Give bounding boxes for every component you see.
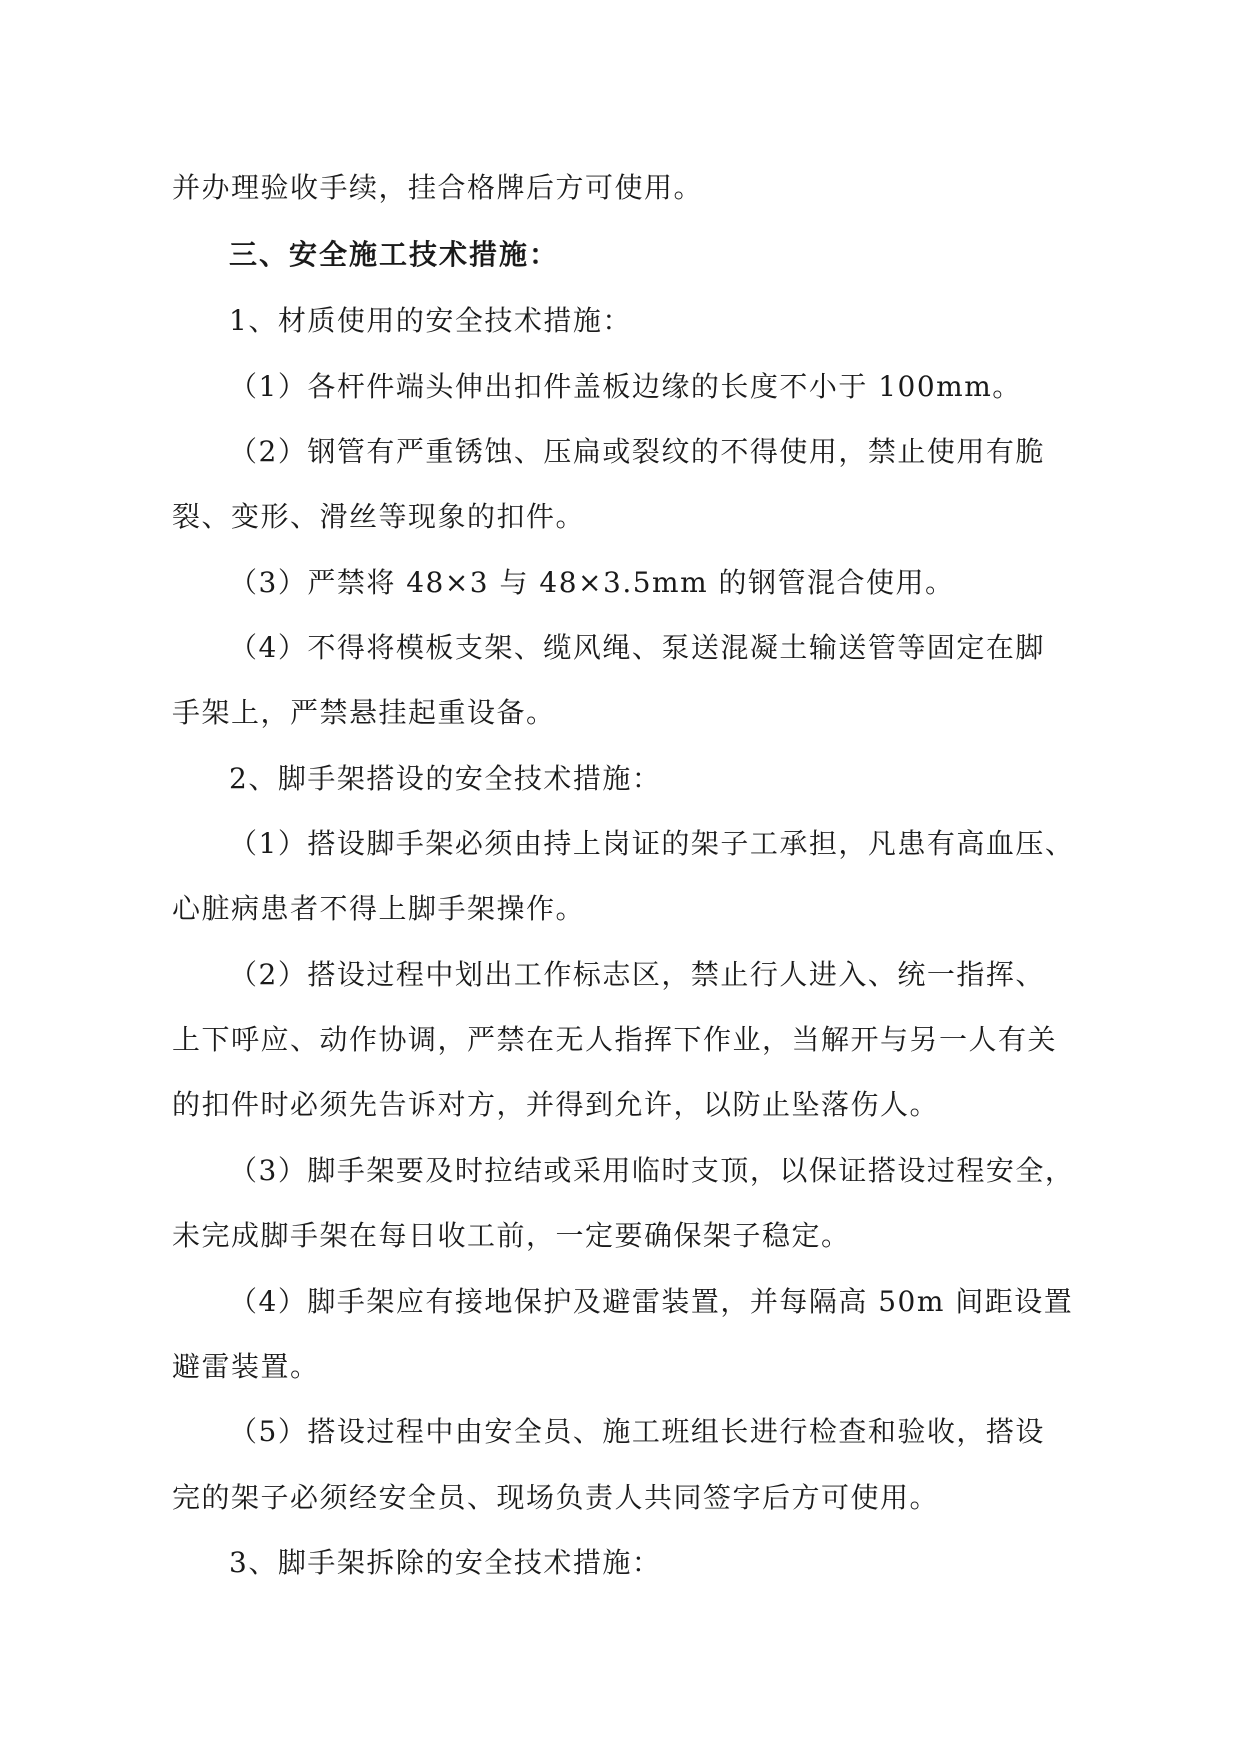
paragraph-line: （4）脚手架应有接地保护及避雷装置，并每隔高 50m 间距设置 (229, 1285, 1074, 1318)
paragraph-line: （3）严禁将 48×3 与 48×3.5mm 的钢管混合使用。 (229, 566, 955, 599)
paragraph-line: 未完成脚手架在每日收工前，一定要确保架子稳定。 (172, 1219, 851, 1252)
paragraph-line: 并办理验收手续，挂合格牌后方可使用。 (172, 171, 704, 204)
paragraph-line: 裂、变形、滑丝等现象的扣件。 (172, 500, 586, 533)
paragraph-line: 上下呼应、动作协调，严禁在无人指挥下作业，当解开与另一人有关 (172, 1023, 1058, 1056)
section-heading: 三、安全施工技术措施： (229, 238, 560, 271)
subsection-heading: 2、脚手架搭设的安全技术措施： (229, 762, 662, 795)
paragraph-line: 手架上，严禁悬挂起重设备。 (172, 696, 556, 729)
paragraph-line: （2）搭设过程中划出工作标志区，禁止行人进入、统一指挥、 (229, 958, 1045, 991)
subsection-heading: 1、材质使用的安全技术措施： (229, 304, 632, 337)
paragraph-line: 避雷装置。 (172, 1350, 320, 1383)
paragraph-line: 的扣件时必须先告诉对方，并得到允许，以防止坠落伤人。 (172, 1088, 940, 1121)
paragraph-line: 完的架子必须经安全员、现场负责人共同签字后方可使用。 (172, 1481, 940, 1514)
paragraph-line: （1）搭设脚手架必须由持上岗证的架子工承担，凡患有高血压、 (229, 827, 1075, 860)
paragraph-line: （5）搭设过程中由安全员、施工班组长进行检查和验收，搭设 (229, 1415, 1045, 1448)
subsection-heading: 3、脚手架拆除的安全技术措施： (229, 1546, 662, 1579)
paragraph-line: （4）不得将模板支架、缆风绳、泵送混凝土输送管等固定在脚 (229, 631, 1045, 664)
paragraph-line: （3）脚手架要及时拉结或采用临时支顶，以保证搭设过程安全， (229, 1154, 1075, 1187)
paragraph-line: （2）钢管有严重锈蚀、压扁或裂纹的不得使用，禁止使用有脆 (229, 435, 1045, 468)
paragraph-line: 心脏病患者不得上脚手架操作。 (172, 892, 586, 925)
paragraph-line: （1）各杆件端头伸出扣件盖板边缘的长度不小于 100mm。 (229, 370, 1022, 403)
